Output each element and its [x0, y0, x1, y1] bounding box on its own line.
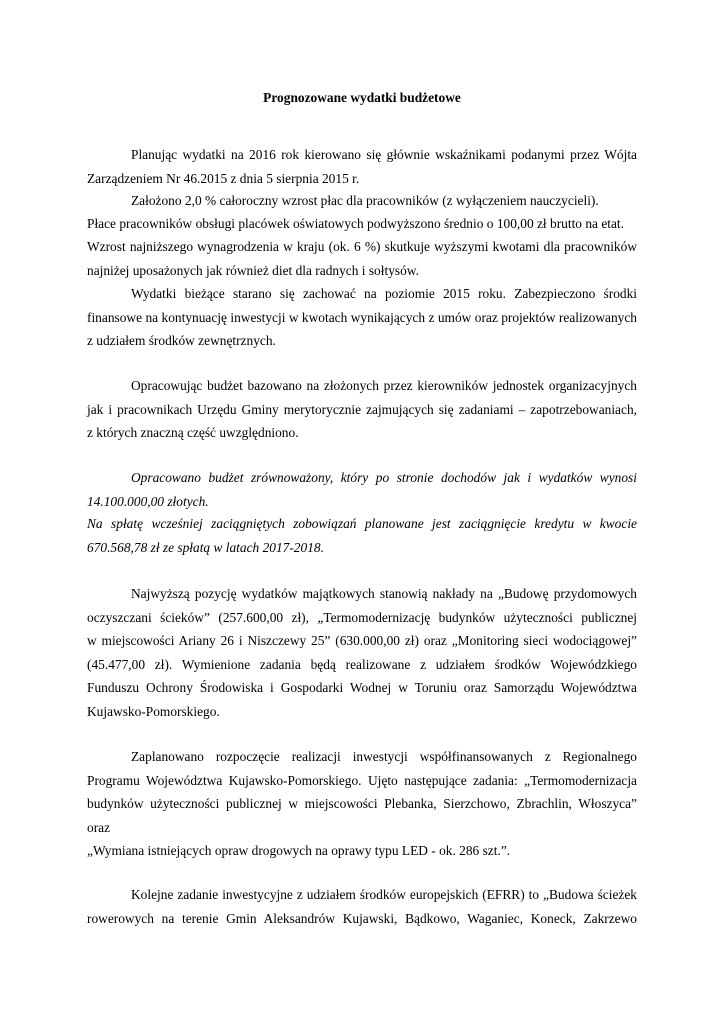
paragraph-line: Zaplanowano rozpoczęcie realizacji inwestycji współfinansowanych z Regionalnego	[131, 749, 637, 764]
paragraph-line: Opracowano budżet zrównoważony, który po stronie dochodów jak i wydatków wynosi	[131, 470, 637, 485]
paragraph-line: Założono 2,0 % całoroczny wzrost płac dla pracowników (z wyłączeniem nauczycieli).	[131, 193, 599, 208]
paragraph-line: Kolejne zadanie inwestycyjne z udziałem środków europejskich (EFRR) to „Budowa ścieżek	[131, 887, 637, 902]
page-title: Prognozowane wydatki budżetowe	[263, 90, 461, 105]
paragraph-line: Opracowując budżet bazowano na złożonych przez kierowników jednostek organizacyjnych	[131, 378, 637, 393]
paragraph-planning	[87, 143, 637, 190]
paragraph-balanced-budget	[87, 466, 637, 513]
paragraph-budget-basis	[87, 374, 637, 445]
paragraph-line: Wydatki bieżące starano się zachować na poziomie 2015 roku. Zabezpieczono środki	[131, 286, 637, 301]
paragraph-line: Wzrost najniższego wynagrodzenia w kraju (ok. 6 %) skutkuje wyższymi kwotami dla pracowników	[87, 239, 637, 254]
paragraph-school-staff	[87, 212, 637, 236]
paragraph-line: Na spłatę wcześniej zaciągniętych zobowiązań planowane jest zaciągnięcie kredytu w kwocie	[87, 516, 637, 531]
paragraph-line: oczyszczani ścieków” (257.600,00 zł), „Termomodernizację budynków użyteczności publicznej	[87, 609, 637, 625]
paragraph-line: jak i pracownikach Urzędu Gminy merytorycznie zajmujących się zadaniami – zapotrzebowaniach,	[87, 401, 637, 417]
paragraph-line: Programu Województwa Kujawsko-Pomorskiego. Ujęto następujące zadania: „Termomodernizacja	[87, 772, 637, 788]
paragraph-line: Zarządzeniem Nr 46.2015 z dnia 5 sierpnia 2015 r.	[87, 170, 360, 186]
paragraph-line: (45.477,00 zł). Wymienione zadania będą realizowane z udziałem środków Wojewódzkiego	[87, 656, 637, 672]
paragraph-line: budynków użyteczności publicznej w miejscowości Plebanka, Sierzchowo, Zbrachlin, Włoszyca” oraz	[87, 796, 637, 835]
paragraph-credit	[87, 512, 637, 559]
paragraph-line: Najwyższą pozycję wydatków majątkowych stanowią nakłady na „Budowę przydomowych	[131, 586, 637, 601]
paragraph-line: Kujawsko-Pomorskiego.	[87, 703, 220, 719]
paragraph-capital-expenses	[87, 582, 637, 723]
paragraph-line: w miejscowości Ariany 26 i Niszczewy 25” (630.000,00 zł) oraz „Monitoring sieci wodociągowej”	[87, 633, 637, 648]
paragraph-regional-programme	[87, 745, 637, 863]
paragraph-line: Płace pracowników obsługi placówek oświatowych podwyższono średnio o 100,00 zł brutto na etat.	[87, 216, 624, 231]
paragraph-line: Funduszu Ochrony Środowiska i Gospodarki Wodnej w Toruniu oraz Samorządu Województwa	[87, 680, 637, 695]
paragraph-line: Planując wydatki na 2016 rok kierowano się głównie wskaźnikami podanymi przez Wójta	[131, 147, 637, 162]
paragraph-current-expenses	[87, 282, 637, 353]
paragraph-line: 670.568,78 zł ze spłatą w latach 2017-2018.	[87, 539, 324, 555]
paragraph-line: finansowe na kontynuację inwestycji w kwotach wynikających z umów oraz projektów realizowanych	[87, 309, 637, 325]
paragraph-line: „Wymiana istniejących opraw drogowych na oprawy typu LED - ok. 286 szt.”.	[87, 843, 511, 858]
paragraph-line: najniżej uposażonych jak również diet dla radnych i sołtysów.	[87, 262, 419, 278]
paragraph-salary-growth	[87, 189, 637, 213]
paragraph-line: z których znaczną część uwzględniono.	[87, 425, 299, 440]
paragraph-line: rowerowych na terenie Gmin Aleksandrów Kujawski, Bądkowo, Waganiec, Koneck, Zakrzewo	[87, 910, 637, 926]
paragraph-line: z udziałem środków zewnętrznych.	[87, 333, 276, 348]
paragraph-bike-paths	[87, 883, 637, 930]
paragraph-minimum-wage	[87, 235, 637, 282]
paragraph-line: 14.100.000,00 złotych.	[87, 493, 209, 509]
